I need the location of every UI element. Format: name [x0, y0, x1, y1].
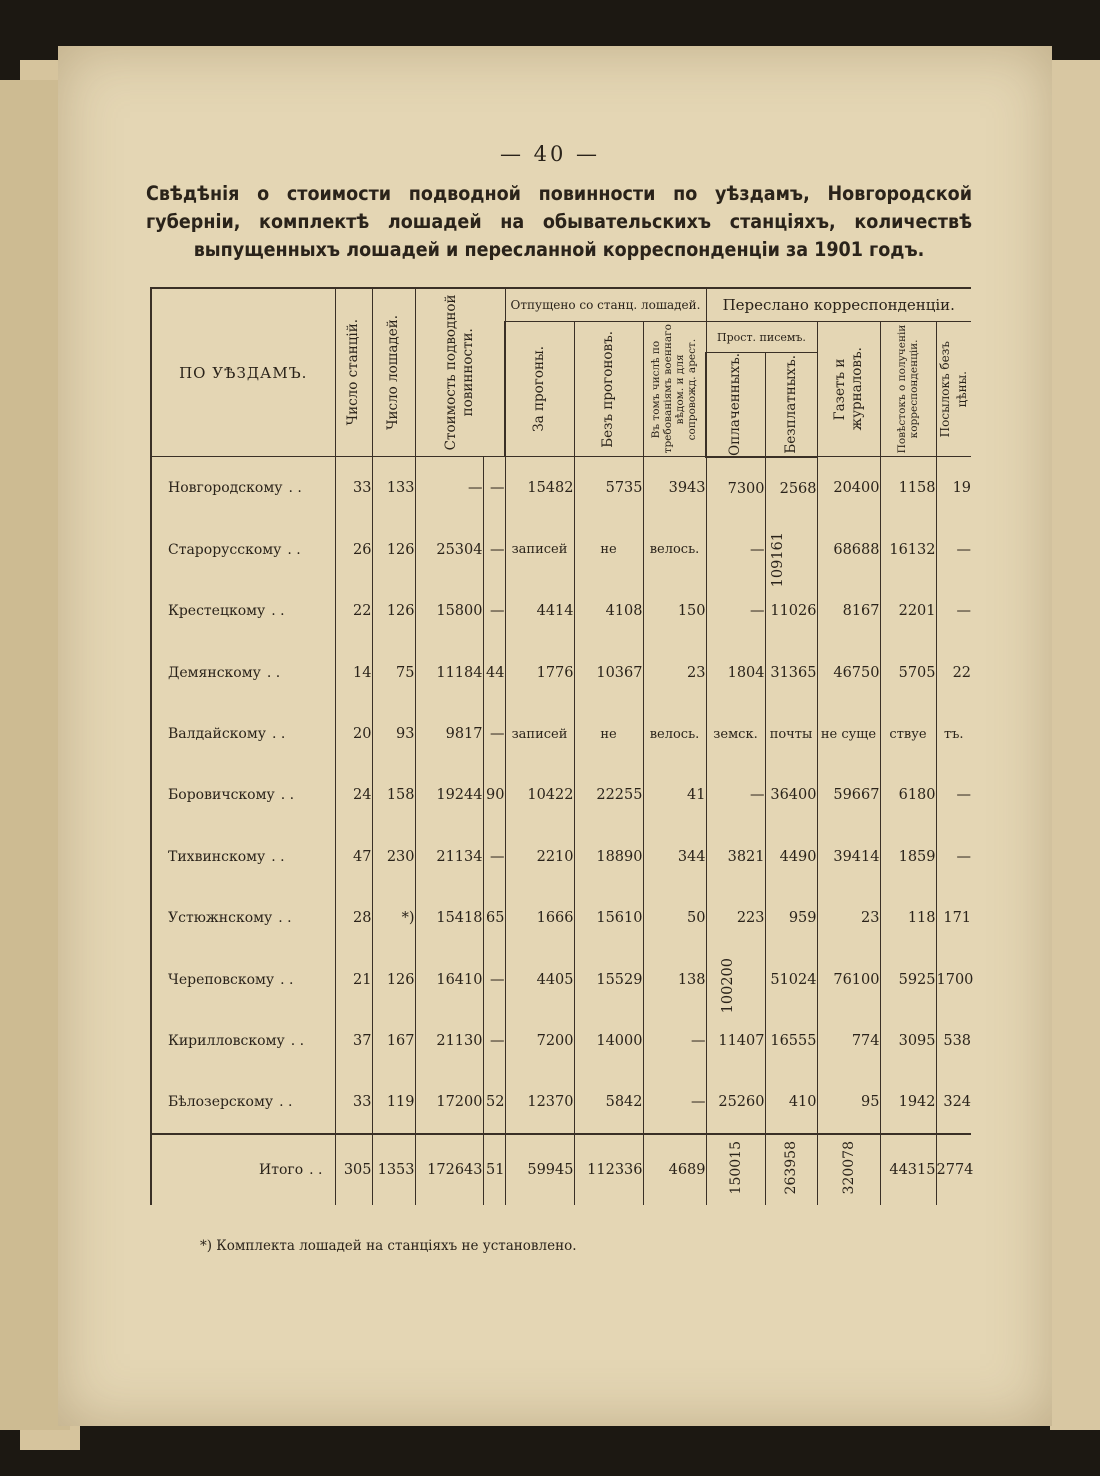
staroruss-letters-spanning-value: 109161 [770, 532, 786, 588]
cell-stations: 26 [335, 519, 372, 580]
cell-mil: — [643, 1072, 706, 1134]
table-row [151, 888, 971, 949]
cell-mil: 138 [643, 949, 706, 1010]
cell-notices: ствуе [880, 703, 936, 764]
cell-horses: 158 [372, 765, 415, 826]
with-fares-header: За прогоны. [505, 322, 574, 457]
cell-stations: 33 [335, 1072, 372, 1134]
table-row [151, 826, 971, 887]
cell-parcels: 22 [936, 642, 971, 703]
cell-parcels: 1700 [936, 949, 971, 1010]
cell-nofares: 15610 [574, 888, 643, 949]
released-group-header: Отпущено со станц. лошадей. [505, 288, 706, 322]
cell-horses: 75 [372, 642, 415, 703]
cell-horses: 126 [372, 949, 415, 1010]
cell-cost: 172643 [415, 1134, 483, 1205]
cell-cost2: 44 [483, 642, 505, 703]
cell-paid: 7300 [706, 457, 765, 519]
cell-notices: 1859 [880, 826, 936, 887]
cell-horses: 126 [372, 581, 415, 642]
cell-nofares: 4108 [574, 581, 643, 642]
cell-stations: 47 [335, 826, 372, 887]
cell-free: 410 [765, 1072, 817, 1134]
cell-cost: 19244 [415, 765, 483, 826]
table-row [151, 581, 971, 642]
cell-notices: 1158 [880, 457, 936, 519]
cell-cost: 17200 [415, 1072, 483, 1134]
cell-parcels: 171 [936, 888, 971, 949]
cell-news: не суще [817, 703, 880, 764]
table-row [151, 765, 971, 826]
horses-header: Число лошадей. [372, 288, 415, 457]
cell-notices: 44315 [880, 1134, 936, 1205]
cell-notices: 5705 [880, 642, 936, 703]
statistics-table [150, 287, 974, 1205]
district-name: Боровичскому. . [151, 765, 335, 826]
cell-paid: 11407 [706, 1010, 765, 1071]
cell-fares: записей [505, 703, 574, 764]
cell-fares: 7200 [505, 1010, 574, 1071]
cell-fares: 4405 [505, 949, 574, 1010]
cell-paid: 3821 [706, 826, 765, 887]
cell-parcels: тъ. [936, 703, 971, 764]
cell-free: 4490 [765, 826, 817, 887]
cell-free: 263958 [765, 1134, 817, 1205]
cell-mil: 50 [643, 888, 706, 949]
cell-stations: 28 [335, 888, 372, 949]
cell-news: 76100 [817, 949, 880, 1010]
cell-fares: 1666 [505, 888, 574, 949]
cell-fares: 59945 [505, 1134, 574, 1205]
cell-fares: 4414 [505, 581, 574, 642]
cell-paid: — [706, 765, 765, 826]
cell-nofares: не [574, 703, 643, 764]
cell-fares: 12370 [505, 1072, 574, 1134]
cell-nofares: 15529 [574, 949, 643, 1010]
cell-cost: 21134 [415, 826, 483, 887]
district-name: Валдайскому. . [151, 703, 335, 764]
cell-cost2: 51 [483, 1134, 505, 1205]
table-row [151, 1010, 971, 1071]
cell-notices: 1942 [880, 1072, 936, 1134]
cell-stations: 20 [335, 703, 372, 764]
cell-free: 11026 [765, 581, 817, 642]
district-name: Итого. . [151, 1134, 335, 1205]
cell-horses: 126 [372, 519, 415, 580]
cherepov-paid-spanning-value: 100200 [720, 958, 736, 1014]
cell-cost: 11184 [415, 642, 483, 703]
parcels-header: Посылокъ безъ цѣны. [936, 322, 971, 457]
cell-parcels: 538 [936, 1010, 971, 1071]
cell-free: 16555 [765, 1010, 817, 1071]
cell-mil: 3943 [643, 457, 706, 519]
cell-mil: 344 [643, 826, 706, 887]
cell-mil: 4689 [643, 1134, 706, 1205]
cell-cost2: 52 [483, 1072, 505, 1134]
cell-parcels: 19 [936, 457, 971, 519]
cell-free: 51024 [765, 949, 817, 1010]
cell-nofares: 10367 [574, 642, 643, 703]
cell-parcels: — [936, 519, 971, 580]
adjacent-page [1050, 60, 1100, 1430]
cell-nofares: 22255 [574, 765, 643, 826]
cell-cost2: 65 [483, 888, 505, 949]
table-row [151, 949, 971, 1010]
cell-nofares: 5735 [574, 457, 643, 519]
cell-fares: 1776 [505, 642, 574, 703]
simple-letters-header: Прост. писемъ. [706, 322, 817, 353]
cell-notices: 16132 [880, 519, 936, 580]
cell-cost: — [415, 457, 483, 519]
cell-parcels: 324 [936, 1072, 971, 1134]
cell-cost2: — [483, 457, 505, 519]
correspondence-group-header: Переслано корреспонденціи. [706, 288, 971, 322]
district-name: Бѣлозерскому. . [151, 1072, 335, 1134]
cell-news: 320078 [817, 1134, 880, 1205]
cost-header: Стоимость подводной повинности. [415, 288, 505, 457]
cell-cost2: — [483, 581, 505, 642]
cell-notices: 118 [880, 888, 936, 949]
table-row [151, 1072, 971, 1134]
table-row [151, 703, 971, 764]
cell-paid: 223 [706, 888, 765, 949]
page-title: Свѣдѣнія о стоимости подводной повинности по уѣздамъ, Новгородской губерніи, комплектѣ лошадей на обывательскихъ станціяхъ, количествѣ выпущенныхъ лошадей и пересланной корреспонденціи за 1901 годъ. [146, 182, 972, 261]
without-fares-header: Безъ прогоновъ. [574, 322, 643, 457]
notices-header: Повѣстокъ о полученіи корреспонденціи. [880, 322, 936, 457]
cell-fares: 2210 [505, 826, 574, 887]
cell-cost2: — [483, 703, 505, 764]
cell-paid: — [706, 581, 765, 642]
cell-cost2: — [483, 519, 505, 580]
district-name: Старорусскому. . [151, 519, 335, 580]
cell-free: 31365 [765, 642, 817, 703]
cell-paid: 25260 [706, 1072, 765, 1134]
cell-nofares: 112336 [574, 1134, 643, 1205]
cell-cost: 15800 [415, 581, 483, 642]
table-row [151, 519, 971, 580]
cell-stations: 21 [335, 949, 372, 1010]
cell-mil: велось. [643, 519, 706, 580]
district-name: Новгородскому. . [151, 457, 335, 519]
cell-stations: 33 [335, 457, 372, 519]
cell-horses: 230 [372, 826, 415, 887]
cell-notices: 3095 [880, 1010, 936, 1071]
cell-mil: 41 [643, 765, 706, 826]
footnote: *) Комплекта лошадей на станціяхъ не установлено. [200, 1238, 577, 1254]
cell-stations: 22 [335, 581, 372, 642]
cell-news: 46750 [817, 642, 880, 703]
cell-nofares: 14000 [574, 1010, 643, 1071]
cell-stations: 305 [335, 1134, 372, 1205]
table-row [151, 642, 971, 703]
cell-cost: 16410 [415, 949, 483, 1010]
cell-cost: 9817 [415, 703, 483, 764]
cell-parcels: — [936, 765, 971, 826]
cell-cost: 25304 [415, 519, 483, 580]
cell-paid: 150015 [706, 1134, 765, 1205]
cell-free: 36400 [765, 765, 817, 826]
cell-cost2: — [483, 949, 505, 1010]
cell-fares: записей [505, 519, 574, 580]
cell-free: 959 [765, 888, 817, 949]
cell-stations: 14 [335, 642, 372, 703]
district-name: Крестецкому. . [151, 581, 335, 642]
cell-parcels: — [936, 826, 971, 887]
cell-free: почты [765, 703, 817, 764]
cell-mil: — [643, 1010, 706, 1071]
cell-horses: 119 [372, 1072, 415, 1134]
cell-paid: — [706, 519, 765, 580]
cell-paid: земск. [706, 703, 765, 764]
military-header: Въ томъ числѣ по требованіямъ военнаго вѣдом. и для сопровожд. арест. [643, 322, 706, 457]
district-name: Череповскому. . [151, 949, 335, 1010]
cell-free: 2568 [765, 457, 817, 519]
cell-notices: 2201 [880, 581, 936, 642]
cell-cost: 15418 [415, 888, 483, 949]
page-number: — 40 — [499, 142, 601, 166]
district-name: Тихвинскому. . [151, 826, 335, 887]
cell-parcels: 2774 [936, 1134, 971, 1205]
cell-cost2: — [483, 1010, 505, 1071]
cell-news: 774 [817, 1010, 880, 1071]
cell-cost2: — [483, 826, 505, 887]
district-name: Кирилловскому. . [151, 1010, 335, 1071]
cell-horses: 133 [372, 457, 415, 519]
cell-news: 59667 [817, 765, 880, 826]
cell-nofares: 18890 [574, 826, 643, 887]
district-name: Устюжнскому. . [151, 888, 335, 949]
cell-paid: 1804 [706, 642, 765, 703]
cell-nofares: не [574, 519, 643, 580]
cell-parcels: — [936, 581, 971, 642]
cell-notices: 5925 [880, 949, 936, 1010]
cell-mil: 150 [643, 581, 706, 642]
cell-nofares: 5842 [574, 1072, 643, 1134]
cell-stations: 37 [335, 1010, 372, 1071]
cell-fares: 15482 [505, 457, 574, 519]
cell-cost2: 90 [483, 765, 505, 826]
cell-mil: 23 [643, 642, 706, 703]
cell-horses: 167 [372, 1010, 415, 1071]
cell-fares: 10422 [505, 765, 574, 826]
cell-news: 8167 [817, 581, 880, 642]
cell-stations: 24 [335, 765, 372, 826]
cell-news: 39414 [817, 826, 880, 887]
cell-horses: *) [372, 888, 415, 949]
total-row [151, 1134, 971, 1205]
newspapers-header: Газетъ и журналовъ. [817, 322, 880, 457]
cell-news: 68688 [817, 519, 880, 580]
table-row [151, 457, 971, 519]
cell-horses: 93 [372, 703, 415, 764]
cell-news: 20400 [817, 457, 880, 519]
district-header: ПО УѢЗДАМЪ. [151, 288, 335, 457]
free-header: Безплатныхъ. [765, 353, 817, 457]
cell-horses: 1353 [372, 1134, 415, 1205]
stations-header: Число станцій. [335, 288, 372, 457]
cell-cost: 21130 [415, 1010, 483, 1071]
cell-news: 23 [817, 888, 880, 949]
cell-mil: велось. [643, 703, 706, 764]
paid-header: Оплаченныхъ. [706, 353, 765, 457]
cell-news: 95 [817, 1072, 880, 1134]
district-name: Демянскому. . [151, 642, 335, 703]
cell-notices: 6180 [880, 765, 936, 826]
